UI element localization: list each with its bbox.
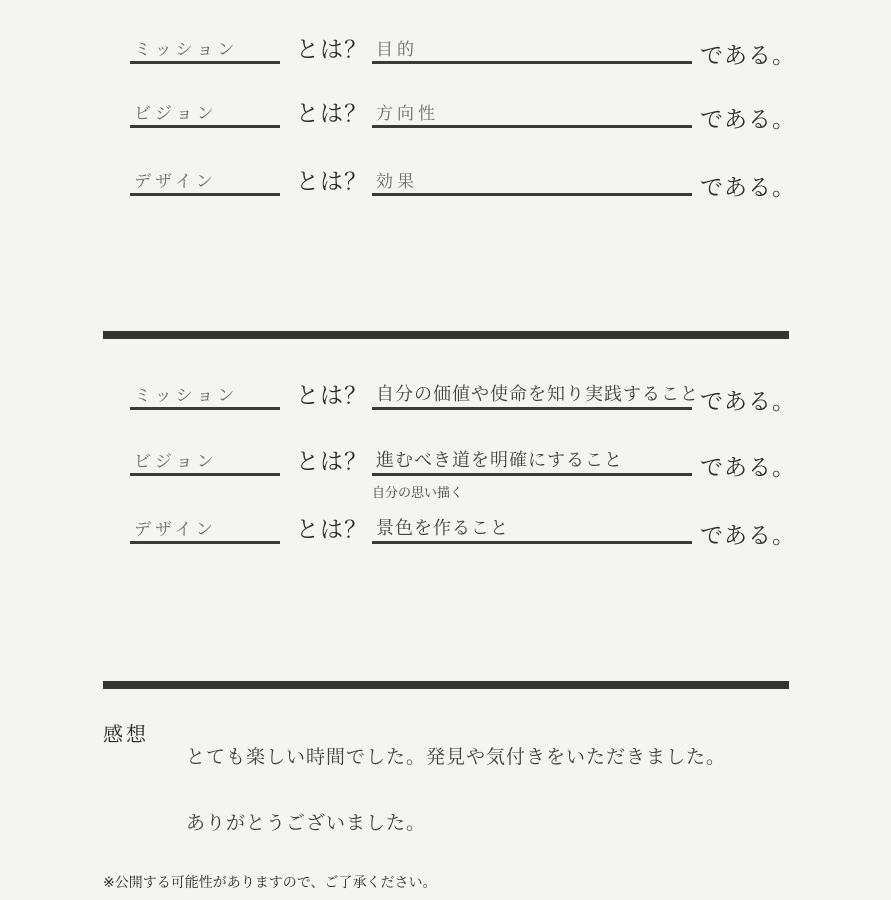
suffix-label: である。 (700, 455, 796, 481)
row-mission-2 (0, 350, 891, 415)
answer-text: 自分の価値や使命を知り実践すること (376, 384, 699, 405)
term-text: ミッション (134, 40, 239, 60)
term-field (130, 496, 280, 544)
answer-text: 方向性 (376, 104, 439, 124)
underline (130, 541, 280, 544)
suffix-label: である。 (700, 389, 796, 415)
term-field (130, 16, 280, 64)
underline (130, 193, 280, 196)
underline (372, 407, 692, 410)
question-label: とは？ (296, 449, 368, 475)
question-label: とは？ (296, 383, 368, 409)
answer-note: 自分の思い描く (372, 486, 464, 501)
term-text: ビジョン (134, 452, 218, 472)
answer-field (372, 76, 692, 128)
row-design-2 (0, 484, 891, 549)
footnote: ※公開する可能性がありますので、ご了承ください。 (103, 875, 437, 891)
suffix-label: である。 (700, 523, 796, 549)
answer-field (372, 12, 692, 64)
underline (372, 473, 692, 476)
question-label: とは？ (296, 169, 368, 195)
answer-text: 景色を作ること (376, 518, 509, 539)
row-vision-2 (0, 416, 891, 481)
underline (130, 61, 280, 64)
term-field (130, 362, 280, 410)
impressions-line: ありがとうございました。 (186, 812, 427, 834)
underline (130, 125, 280, 128)
answer-field (372, 424, 692, 476)
row-design-1 (0, 136, 891, 201)
section-divider (103, 331, 789, 339)
impressions-line: とても楽しい時間でした。発見や気付きをいただきました。 (186, 746, 727, 768)
answer-text: 効果 (376, 172, 418, 192)
question-label: とは？ (296, 101, 368, 127)
answer-field (372, 144, 692, 196)
question-label: とは？ (296, 517, 368, 543)
answer-field (372, 358, 699, 410)
section-divider (103, 681, 789, 689)
row-mission-1 (0, 4, 891, 69)
underline (372, 61, 692, 64)
term-field (130, 428, 280, 476)
term-text: デザイン (134, 172, 217, 192)
underline (130, 407, 280, 410)
question-label: とは？ (296, 37, 368, 63)
suffix-label: である。 (700, 175, 796, 201)
term-field (130, 148, 280, 196)
term-text: ミッション (134, 386, 239, 406)
underline (372, 125, 692, 128)
answer-text: 進むべき道を明確にすること (376, 450, 623, 471)
suffix-label: である。 (700, 107, 796, 133)
underline (130, 473, 280, 476)
underline (372, 193, 692, 196)
row-vision-1 (0, 68, 891, 133)
suffix-label: である。 (700, 43, 796, 69)
term-text: デザイン (134, 520, 217, 540)
impressions-label: 感想 (103, 722, 149, 746)
answer-field (372, 492, 692, 544)
answer-text: 目的 (376, 40, 418, 60)
underline (372, 541, 692, 544)
term-text: ビジョン (134, 104, 218, 124)
term-field (130, 80, 280, 128)
